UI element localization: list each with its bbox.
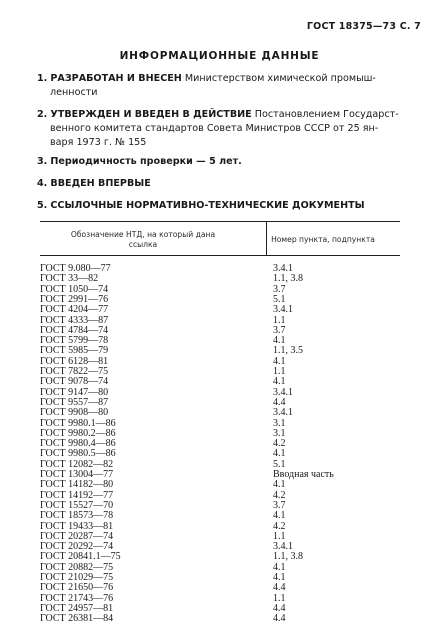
- standard-designation: ГОСТ 6128—81: [40, 355, 109, 367]
- standard-designation: ГОСТ 14182—80: [40, 479, 114, 491]
- standard-designation: ГОСТ 9557—87: [40, 396, 109, 408]
- standard-designation: ГОСТ 5985—79: [40, 345, 109, 357]
- item-lead: ВВЕДЕН ВПЕРВЫЕ: [50, 178, 151, 189]
- clause-number: Вводная часть: [273, 469, 334, 480]
- standard-designation: ГОСТ 1050—74: [40, 283, 109, 295]
- item-number: 1.: [37, 73, 48, 84]
- item-number: 3.: [37, 156, 48, 167]
- info-item-2: [37, 108, 417, 151]
- clause-number: 4.1: [273, 561, 286, 573]
- clause-number: 3.4.1: [273, 263, 293, 274]
- standard-designation: ГОСТ 9980.5—86: [40, 448, 116, 460]
- clause-number: 3.1: [273, 427, 286, 439]
- info-item-3: [37, 155, 417, 169]
- clause-number: 5.1: [273, 293, 286, 305]
- column-header-clause: Номер пункта, подпункта: [271, 235, 375, 244]
- clause-number: 4.2: [273, 438, 286, 450]
- standard-designation: ГОСТ 9908—80: [40, 407, 109, 419]
- clause-number: 3.4.1: [273, 386, 293, 398]
- standard-designation: ГОСТ 4204—77: [40, 304, 109, 316]
- item-continuation-2: варя 1973 г. № 155: [50, 137, 147, 149]
- standard-designation: ГОСТ 5799—78: [40, 335, 109, 347]
- standard-designation: ГОСТ 9078—74: [40, 376, 109, 388]
- standard-designation: ГОСТ 12082—82: [40, 458, 114, 470]
- standard-designation: ГОСТ 21743—76: [40, 592, 114, 604]
- clause-number: 3.4.1: [273, 304, 293, 316]
- item-lead: УТВЕРЖДЕН И ВВЕДЕН В ДЕЙСТВИЕ: [50, 109, 252, 120]
- standard-designation: ГОСТ 18573—78: [40, 510, 114, 522]
- clause-number: 3.7: [273, 499, 286, 511]
- table-top-rule: [40, 221, 400, 222]
- clause-number: 4.1: [273, 335, 286, 347]
- standard-designation: ГОСТ 2991—76: [40, 293, 109, 305]
- clause-number: 4.4: [273, 613, 286, 625]
- clause-number: 4.2: [273, 489, 286, 501]
- item-continuation: ленности: [50, 87, 98, 99]
- item-number: 2.: [37, 109, 48, 120]
- info-item-5: [37, 199, 417, 213]
- standard-designation: ГОСТ 4333—87: [40, 314, 109, 326]
- clause-number: 1.1, 3.8: [273, 273, 303, 285]
- standard-designation: ГОСТ 7822—75: [40, 366, 109, 377]
- standard-designation: ГОСТ 9980.2—86: [40, 427, 116, 439]
- standard-designation: ГОСТ 9980.1—86: [40, 417, 116, 429]
- table-header-rule: [40, 255, 400, 256]
- standard-designation: ГОСТ 15527—70: [40, 499, 114, 511]
- clause-number: 4.4: [273, 582, 286, 594]
- item-number: 5.: [37, 200, 48, 211]
- standard-designation: ГОСТ 26381—84: [40, 613, 114, 625]
- clause-number: 4.1: [273, 510, 286, 522]
- clause-number: 1.1, 3.5: [273, 345, 303, 357]
- item-lead: РАЗРАБОТАН И ВНЕСЕН: [50, 73, 182, 84]
- standard-designation: ГОСТ 13004—77: [40, 469, 114, 480]
- clause-number: 4.1: [273, 448, 286, 460]
- item-continuation: венного комитета стандартов Совета Министров СССР от 25 ян-: [50, 123, 379, 135]
- standard-designation: ГОСТ 4784—74: [40, 324, 109, 336]
- clause-number: 4.1: [273, 572, 286, 583]
- item-lead: ССЫЛОЧНЫЕ НОРМАТИВНО-ТЕХНИЧЕСКИЕ ДОКУМЕНТЫ: [50, 200, 365, 211]
- clause-number: 1.1, 3.8: [273, 551, 303, 563]
- item-text: Постановлением Государст-: [251, 109, 399, 120]
- standard-designation: ГОСТ 9980.4—86: [40, 438, 116, 450]
- clause-number: 3.7: [273, 283, 286, 295]
- clause-number: 3.4.1: [273, 407, 293, 419]
- table-row: [40, 614, 400, 625]
- standard-designation: ГОСТ 21650—76: [40, 582, 114, 594]
- standard-designation: ГОСТ 14192—77: [40, 489, 114, 501]
- standard-designation: ГОСТ 20882—75: [40, 561, 114, 573]
- item-number: 4.: [37, 178, 48, 189]
- clause-number: 4.4: [273, 396, 286, 408]
- clause-number: 4.1: [273, 479, 286, 491]
- clause-number: 1.1: [273, 530, 286, 542]
- standard-designation: ГОСТ 20292—74: [40, 541, 114, 553]
- clause-number: 4.2: [273, 520, 286, 532]
- table-column-divider: [266, 221, 267, 255]
- item-text: Министерством химической промыш-: [181, 73, 376, 84]
- page-title: ИНФОРМАЦИОННЫЕ ДАННЫЕ: [119, 50, 320, 62]
- clause-number: 5.1: [273, 458, 286, 470]
- standard-designation: ГОСТ 24957—81: [40, 602, 114, 614]
- clause-number: 1.1: [273, 366, 286, 377]
- clause-number: 1.1: [273, 314, 286, 326]
- clause-number: 4.4: [273, 602, 286, 614]
- clause-number: 4.1: [273, 376, 286, 388]
- clause-number: 3.7: [273, 324, 286, 336]
- standard-designation: ГОСТ 33—82: [40, 273, 99, 285]
- info-item-4: [37, 177, 417, 191]
- column-header-document: Обозначение НТД, на который дана ссылка: [70, 230, 216, 249]
- standard-designation: ГОСТ 21029—75: [40, 572, 114, 583]
- page-header: ГОСТ 18375—73 С. 7: [306, 21, 421, 32]
- clause-number: 3.1: [273, 417, 286, 429]
- item-lead: Периодичность проверки — 5 лет.: [50, 156, 242, 167]
- clause-number: 3.4.1: [273, 541, 293, 553]
- clause-number: 4.1: [273, 355, 286, 367]
- clause-number: 1.1: [273, 592, 286, 604]
- standard-designation: ГОСТ 20841.1—75: [40, 551, 121, 563]
- info-item-1: [37, 72, 417, 100]
- standard-designation: ГОСТ 9.080—77: [40, 263, 111, 274]
- standard-designation: ГОСТ 9147—80: [40, 386, 109, 398]
- standard-designation: ГОСТ 20287—74: [40, 530, 114, 542]
- standard-designation: ГОСТ 19433—81: [40, 520, 114, 532]
